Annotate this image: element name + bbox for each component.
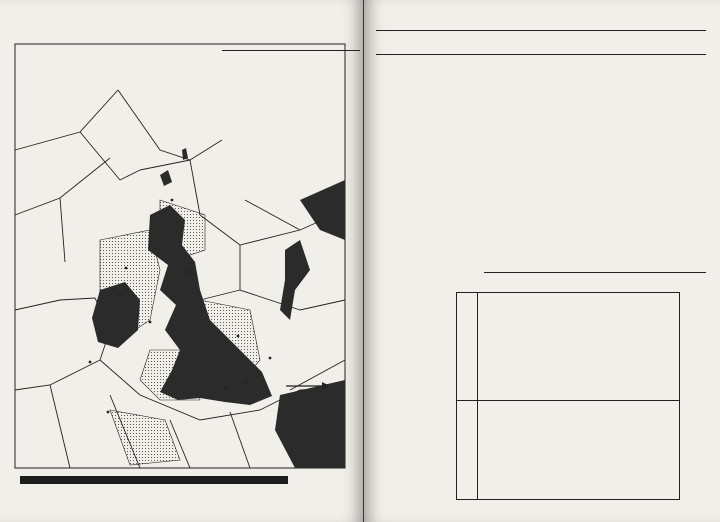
present-weather-rule	[484, 272, 706, 273]
stations-column-rule	[457, 400, 679, 401]
redaction-bar	[20, 476, 288, 484]
legend-header	[222, 48, 360, 51]
present-weather-section	[374, 294, 714, 500]
title-rule	[376, 30, 706, 31]
right-page	[364, 0, 720, 522]
stations-header-rule	[477, 293, 478, 499]
forecast-times	[16, 475, 346, 511]
stations-table	[456, 292, 680, 500]
station-legend	[222, 48, 360, 54]
header-rule	[376, 54, 706, 55]
